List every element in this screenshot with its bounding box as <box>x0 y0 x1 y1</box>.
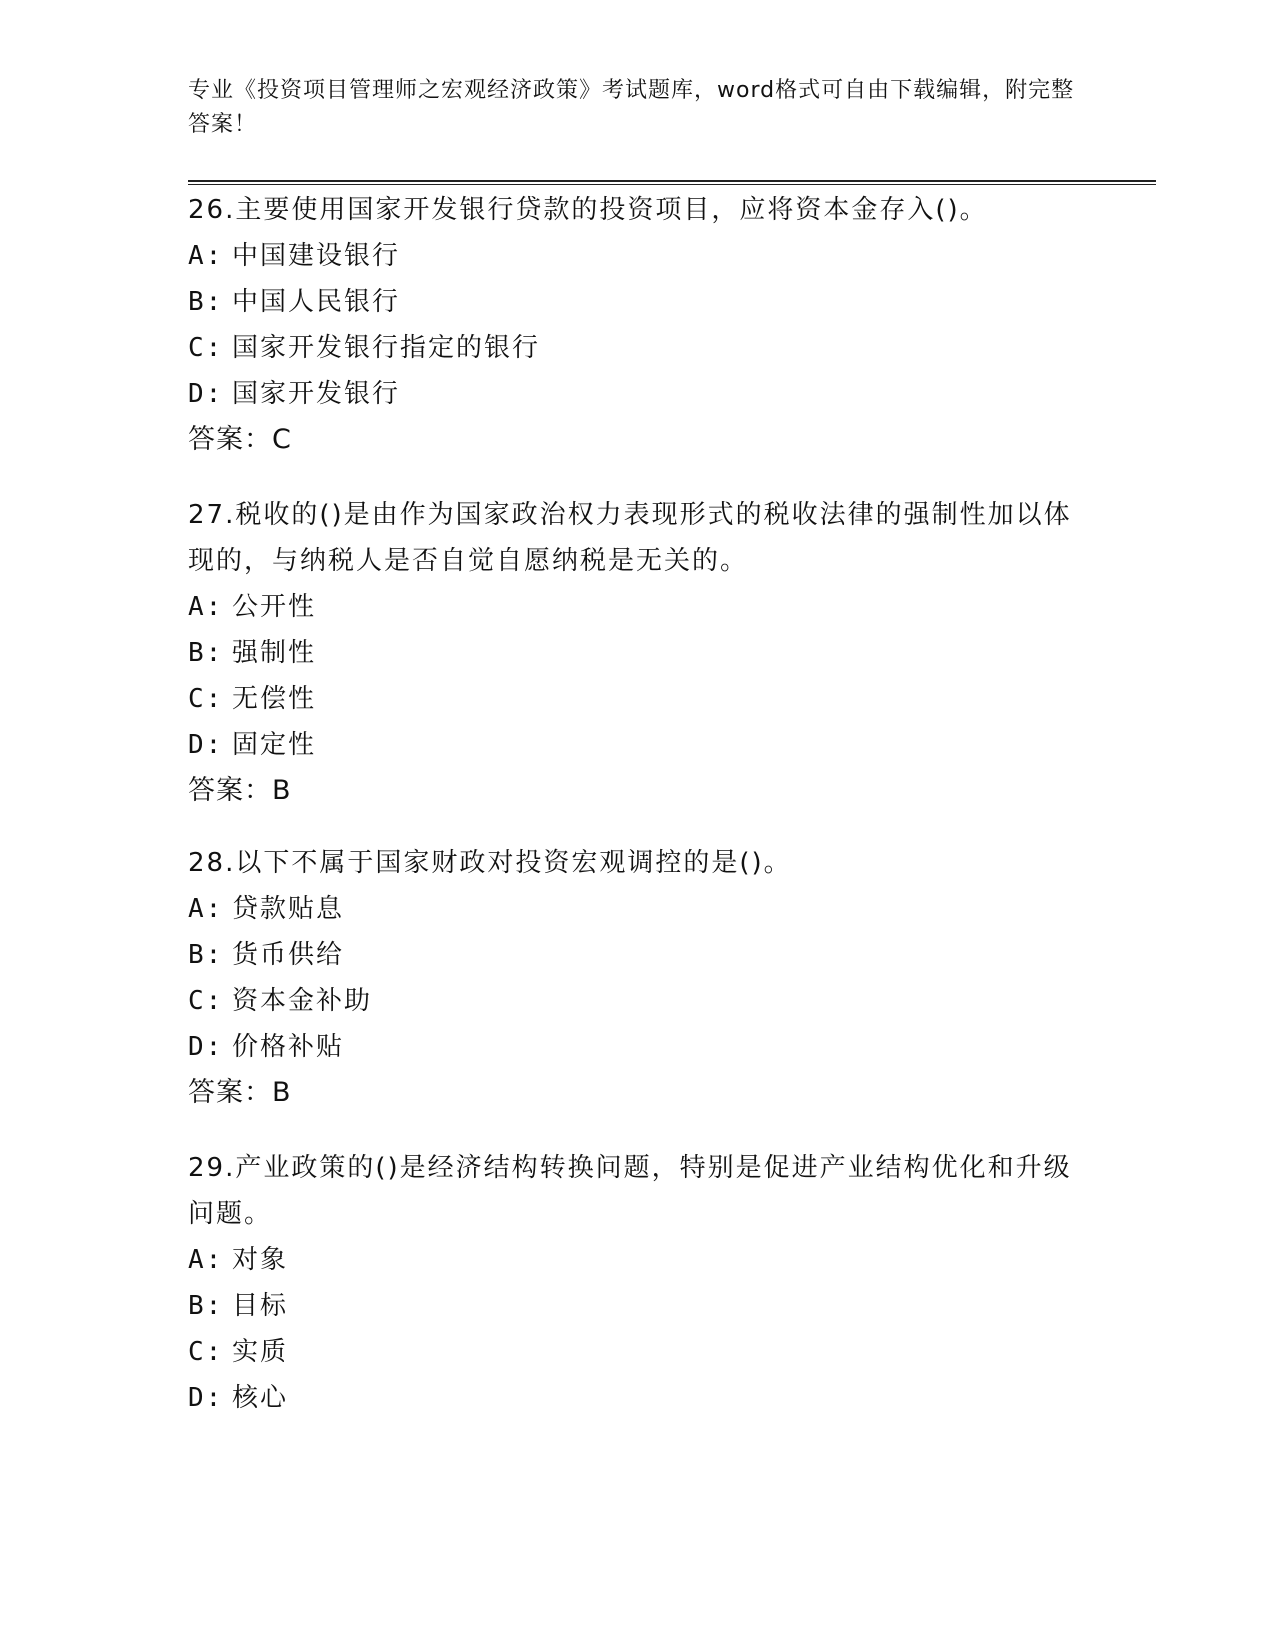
option-letter: D: <box>188 1383 224 1413</box>
option-letter: A: <box>188 241 224 271</box>
option-c <box>188 325 1088 371</box>
document-header: 专业《投资项目管理师之宏观经济政策》考试题库，word格式可自由下载编辑，附完整答案！ <box>188 78 1075 137</box>
option-a <box>188 886 1088 932</box>
option-text: 目标 <box>232 1291 289 1321</box>
option-b <box>188 932 1088 978</box>
option-b <box>188 630 1088 676</box>
option-text: 强制性 <box>232 638 317 668</box>
question-stem: 27.税收的()是由作为国家政治权力表现形式的税收法律的强制性加以体现的，与纳税人是否自觉自愿纳税是无关的。 <box>188 500 1072 576</box>
option-text: 实质 <box>232 1337 289 1367</box>
option-c <box>188 676 1088 722</box>
option-text: 对象 <box>232 1245 289 1275</box>
option-text: 固定性 <box>232 730 317 760</box>
option-text: 核心 <box>232 1383 289 1413</box>
option-letter: D: <box>188 1032 224 1062</box>
question-29 <box>188 1145 1088 1421</box>
option-text: 价格补贴 <box>232 1032 345 1062</box>
option-c <box>188 1329 1088 1375</box>
option-b <box>188 279 1088 325</box>
option-letter: C: <box>188 1337 224 1367</box>
option-letter: B: <box>188 940 224 970</box>
header-divider <box>188 180 1156 185</box>
option-letter: B: <box>188 287 224 317</box>
option-text: 公开性 <box>232 592 317 622</box>
question-stem: 28.以下不属于国家财政对投资宏观调控的是()。 <box>188 848 792 878</box>
question-27 <box>188 492 1088 814</box>
option-text: 国家开发银行指定的银行 <box>232 333 541 363</box>
option-c <box>188 978 1088 1024</box>
option-d <box>188 1375 1088 1421</box>
option-letter: C: <box>188 986 224 1016</box>
option-letter: B: <box>188 1291 224 1321</box>
option-text: 中国建设银行 <box>232 241 401 271</box>
option-text: 国家开发银行 <box>232 379 401 409</box>
answer-label: 答案：B <box>188 1077 292 1108</box>
option-text: 贷款贴息 <box>232 894 345 924</box>
option-letter: B: <box>188 638 224 668</box>
question-stem: 26.主要使用国家开发银行贷款的投资项目，应将资本金存入()。 <box>188 195 988 225</box>
question-28 <box>188 840 1088 1116</box>
option-letter: A: <box>188 592 224 622</box>
option-d <box>188 1024 1088 1070</box>
option-letter: D: <box>188 730 224 760</box>
option-text: 货币供给 <box>232 940 345 970</box>
option-d <box>188 722 1088 768</box>
option-a <box>188 233 1088 279</box>
question-stem: 29.产业政策的()是经济结构转换问题，特别是促进产业结构优化和升级问题。 <box>188 1153 1072 1229</box>
question-26 <box>188 187 1088 463</box>
option-a <box>188 1237 1088 1283</box>
option-letter: C: <box>188 333 224 363</box>
option-letter: D: <box>188 379 224 409</box>
option-text: 无偿性 <box>232 684 317 714</box>
option-letter: C: <box>188 684 224 714</box>
option-text: 资本金补助 <box>232 986 373 1016</box>
option-text: 中国人民银行 <box>232 287 401 317</box>
option-a <box>188 584 1088 630</box>
option-letter: A: <box>188 894 224 924</box>
answer-label: 答案：C <box>188 424 292 455</box>
answer-label: 答案：B <box>188 775 292 806</box>
option-letter: A: <box>188 1245 224 1275</box>
option-b <box>188 1283 1088 1329</box>
option-d <box>188 371 1088 417</box>
